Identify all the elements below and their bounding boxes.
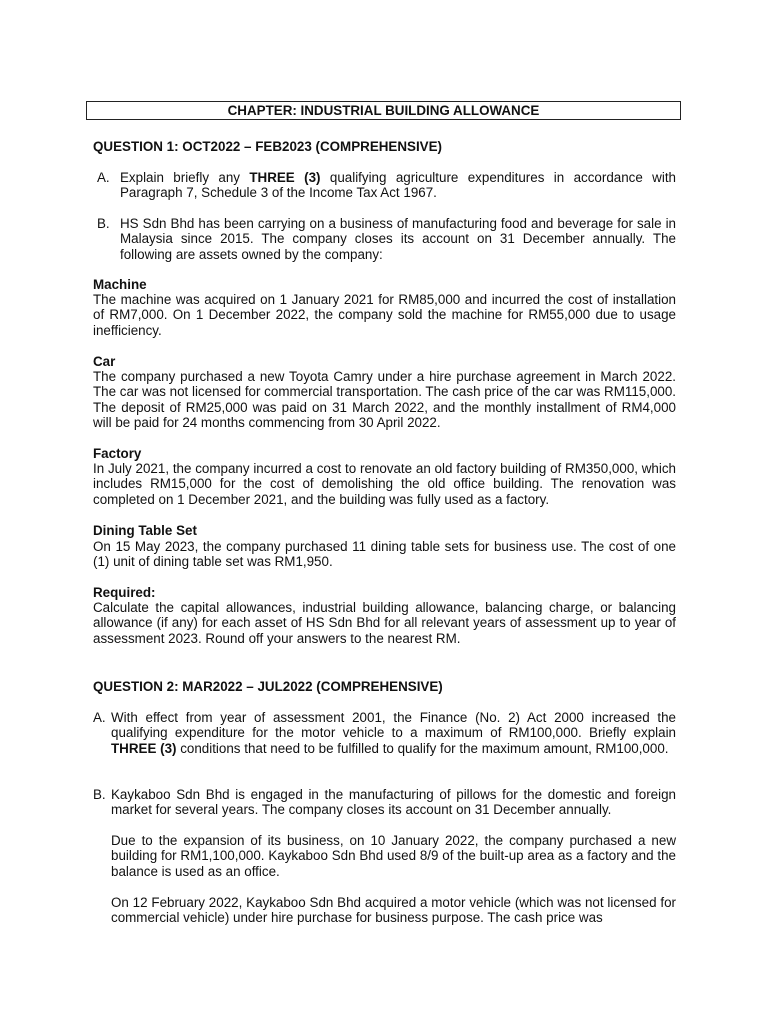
list-marker: B. — [97, 216, 110, 231]
list-marker: A. — [97, 170, 110, 185]
question-1-part-a — [93, 170, 676, 201]
required-text: Calculate the capital allowances, industrial building allowance, balancing charge, or balancing allowance (if any) for each asset of HS Sdn Bhd for all relevant years of assessment up to year of assessment 2023. Round off your answers to the nearest RM. — [93, 600, 676, 646]
question-2-part-b — [93, 787, 676, 818]
question-2-part-b-text: Kaykaboo Sdn Bhd is engaged in the manufacturing of pillows for the domestic and foreign market for several years. The company closes its account on 31 December annually. — [111, 787, 676, 818]
dining-table-text: On 15 May 2023, the company purchased 11 dining table sets for business use. The cost of one (1) unit of dining table set was RM1,950. — [93, 539, 676, 570]
machine-text: The machine was acquired on 1 January 2021 for RM85,000 and incurred the cost of installation of RM7,000. On 1 December 2022, the company sold the machine for RM55,000 due to usage inefficiency. — [93, 292, 676, 338]
chapter-title: CHAPTER: INDUSTRIAL BUILDING ALLOWANCE — [86, 101, 681, 120]
car-heading: Car — [93, 354, 116, 369]
question-2-part-a — [93, 710, 676, 756]
question-2-part-a-text: With effect from year of assessment 2001, the Finance (No. 2) Act 2000 increased the qualifying expenditure for the motor vehicle to a maximum of RM100,000. Briefly explain THREE (3) conditions that need to be fulfilled to qualify for the maximum amount, RM100,000. — [111, 710, 676, 756]
question-2-title: QUESTION 2: MAR2022 – JUL2022 (COMPREHENSIVE) — [93, 679, 443, 694]
question-1-part-a-text: Explain briefly any THREE (3) qualifying agriculture expenditures in accordance with Paragraph 7, Schedule 3 of the Income Tax Act 1967. — [120, 170, 676, 201]
question-1-part-b — [93, 216, 676, 262]
list-marker: A. — [93, 710, 106, 725]
factory-heading: Factory — [93, 446, 142, 461]
dining-table-heading: Dining Table Set — [93, 523, 197, 538]
car-text: The company purchased a new Toyota Camry under a hire purchase agreement in March 2022. The car was not licensed for commercial transportation. The cash price of the car was RM115,000. The deposit of RM25,000 was paid on 31 March 2022, and the monthly installment of RM4,000 will be paid for 24 months commencing from 30 April 2022. — [93, 369, 677, 431]
question-2-part-b-para-2: Due to the expansion of its business, on 10 January 2022, the company purchased a new building for RM1,100,000. Kaykaboo Sdn Bhd used 8/9 of the built-up area as a factory and the balance is used as an office. — [111, 833, 676, 879]
emphasis: THREE (3) — [249, 170, 321, 185]
required-heading: Required: — [93, 585, 156, 600]
factory-text: In July 2021, the company incurred a cost to renovate an old factory building of RM350,000, which includes RM15,000 for the cost of demolishing the old office building. The renovation was completed on 1 December 2021, and the building was fully used as a factory. — [93, 461, 676, 507]
question-1-part-b-text: HS Sdn Bhd has been carrying on a business of manufacturing food and beverage for sale in Malaysia since 2015. The company closes its account on 31 December annually. The following are assets owned by the company: — [120, 216, 676, 262]
list-marker: B. — [93, 787, 106, 802]
question-1-title: QUESTION 1: OCT2022 – FEB2023 (COMPREHENSIVE) — [93, 139, 442, 154]
question-2-part-b-para-3: On 12 February 2022, Kaykaboo Sdn Bhd acquired a motor vehicle (which was not licensed for commercial vehicle) under hire purchase for business purpose. The cash price was — [111, 895, 676, 926]
machine-heading: Machine — [93, 277, 147, 292]
emphasis: THREE (3) — [111, 740, 177, 756]
